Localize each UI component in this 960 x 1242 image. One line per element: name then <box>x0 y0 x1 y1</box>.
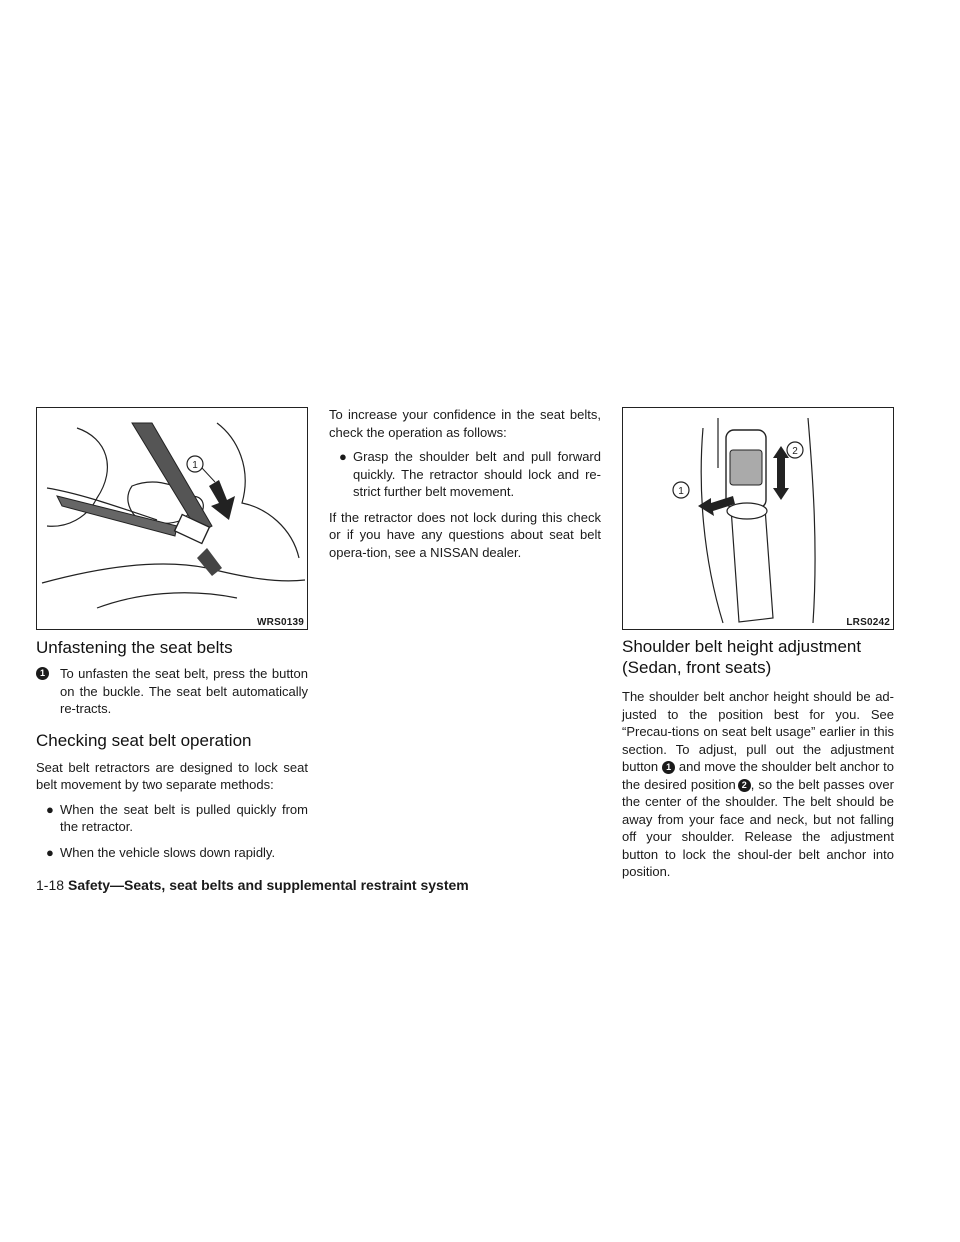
figure-code: WRS0139 <box>254 617 307 629</box>
seat-belt-buckle-illustration <box>37 408 308 630</box>
column-2 <box>329 406 601 561</box>
callout-2-label: 2 <box>792 446 798 457</box>
paragraph-part-b: and move the shoulder belt anchor to the desired position <box>622 759 894 792</box>
shoulder-belt-anchor-illustration <box>623 408 894 630</box>
bullet-item <box>36 844 308 862</box>
bullet-text: When the vehicle slows down rapidly. <box>60 844 276 860</box>
heading-unfastening: Unfastening the seat belts <box>36 638 233 657</box>
bullet-dot: ● <box>46 844 54 860</box>
figure-shoulder-belt-adjustment <box>622 407 894 630</box>
column-1 <box>36 637 308 861</box>
checking-intro: Seat belt retractors are designed to lock seat belt movement by two separate methods: <box>36 759 308 792</box>
check-intro: To increase your confidence in the seat belts, check the operation as follows: <box>329 407 601 440</box>
paragraph-part-a: The shoulder belt anchor height should be ad-justed to the position best for you. See “Precau-tions on seat belt usage” earlier in this section. To adjust, pull out the adjustment button <box>622 689 894 774</box>
bullet-dot: ● <box>339 449 347 464</box>
bullet-item <box>36 801 308 836</box>
step-1-text: To unfasten the seat belt, press the button on the buckle. The seat belt automatically re-tracts. <box>60 666 308 716</box>
heading-line-1: Shoulder belt height adjustment <box>622 637 862 656</box>
callout-1-label: 1 <box>678 486 684 497</box>
callout-1-label: 1 <box>192 460 198 471</box>
step-1 <box>36 665 308 718</box>
step-number-2: 2 <box>738 779 751 792</box>
section-title: Safety—Seats, seat belts and supplemental restraint system <box>68 877 469 893</box>
heading-checking: Checking seat belt operation <box>36 730 252 750</box>
bullet-item <box>329 448 601 501</box>
dealer-paragraph: If the retractor does not lock during this check or if you have any questions about seat belt opera-tion, see a NISSAN dealer. <box>329 509 601 560</box>
shoulder-belt-paragraph <box>622 688 894 881</box>
bullet-text: Grasp the shoulder belt and pull forward quickly. The retractor should lock and re-strict further belt movement. <box>353 449 601 499</box>
heading-shoulder-belt <box>622 636 894 678</box>
page-footer <box>36 876 469 894</box>
bullet-dot: ● <box>46 801 54 817</box>
heading-line-2: (Sedan, front seats) <box>622 658 772 677</box>
page-number: 1-18 <box>36 877 65 893</box>
column-3 <box>622 636 894 881</box>
step-number-1: 1 <box>662 761 675 774</box>
figure-code: LRS0242 <box>843 617 893 629</box>
bullet-text: When the seat belt is pulled quickly from the retractor. <box>60 801 308 834</box>
figure-unfastening-seat-belt <box>36 407 308 630</box>
step-number-1: 1 <box>36 667 49 680</box>
paragraph-part-c: , so the belt passes over the center of the shoulder. The belt should be away from your face and neck, but not falling off your shoulder. Release the adjustment button to lock the shoul-der belt anchor into position. <box>622 776 894 879</box>
